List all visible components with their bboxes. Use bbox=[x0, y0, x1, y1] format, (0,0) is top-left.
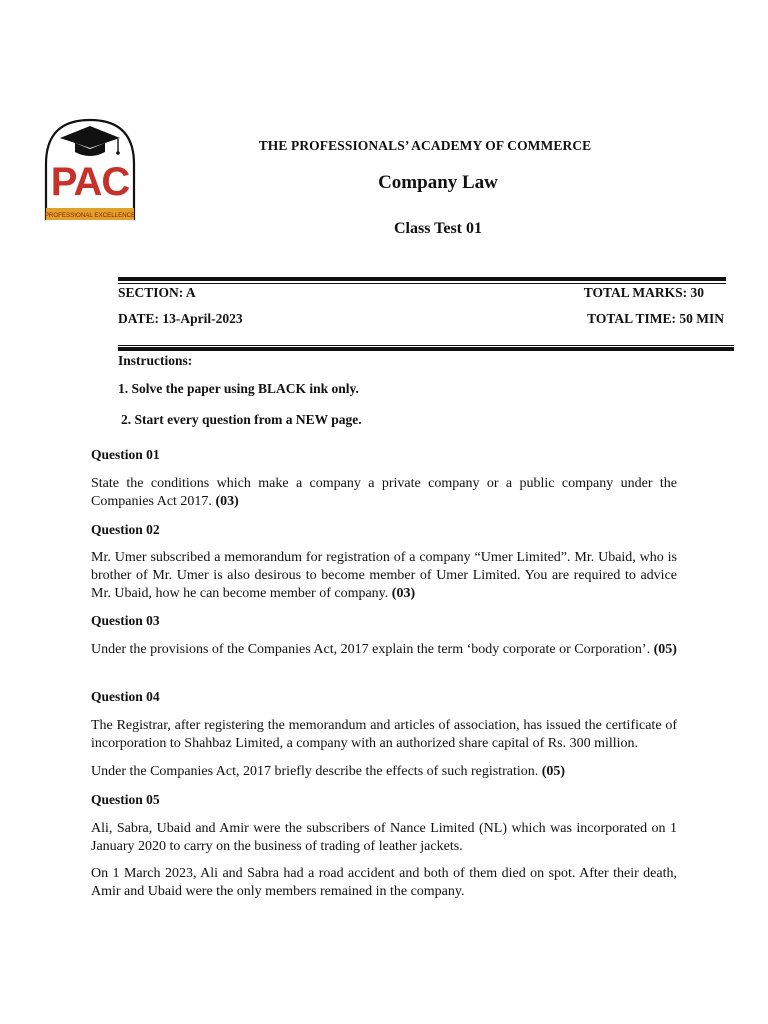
subject-title: Company Law bbox=[378, 172, 498, 193]
pac-logo bbox=[42, 116, 138, 222]
instruction-item: 2. Start every question from a NEW page. bbox=[121, 412, 362, 427]
instructions-title: Instructions: bbox=[118, 353, 193, 368]
question-title: Question 01 bbox=[91, 447, 160, 462]
question-title: Question 02 bbox=[91, 522, 160, 537]
divider-top-thin bbox=[118, 283, 726, 284]
svg-text:PROFESSIONAL EXCELLENCE: PROFESSIONAL EXCELLENCE bbox=[44, 212, 136, 219]
instruction-item: 1. Solve the paper using BLACK ink only. bbox=[118, 381, 359, 396]
divider-bottom-thin bbox=[118, 345, 734, 346]
question-text: Under the Companies Act, 2017 briefly describe the effects of such registration. (05) bbox=[91, 764, 566, 779]
question-text: State the conditions which make a company a private company or a public company under the Companies Act 2017. (03) bbox=[91, 476, 677, 509]
marks: (05) bbox=[541, 764, 566, 779]
total-marks-label: TOTAL MARKS: 30 bbox=[583, 285, 704, 300]
date-label: DATE: 13-April-2023 bbox=[118, 311, 243, 326]
question-text: On 1 March 2023, Ali and Sabra had a road accident and both of them died on spot. After their death, Amir and Ubaid were the only members remained in the company. bbox=[91, 866, 677, 899]
test-title: Class Test 01 bbox=[393, 220, 483, 237]
question-text: Mr. Umer subscribed a memorandum for registration of a company “Umer Limited”. Mr. Ubaid, who is brother of Mr. Umer is also desirous to become member of Umer Limited. You are required to advice Mr. Ubaid, how he can become member of company. (03) bbox=[91, 550, 677, 601]
question-text: The Registrar, after registering the memorandum and articles of association, has issued the certificate of incorporation to Shahbaz Limited, a company with an authorized share capital of Rs. 300 million. bbox=[91, 718, 677, 751]
question-title: Question 03 bbox=[91, 613, 160, 628]
divider-top bbox=[118, 277, 726, 281]
total-time-label: TOTAL TIME: 50 MIN bbox=[587, 311, 724, 326]
academy-name: THE PROFESSIONALS’ ACADEMY OF COMMERCE bbox=[258, 138, 592, 153]
svg-text:PAC: PAC bbox=[50, 160, 130, 204]
question-text: Ali, Sabra, Ubaid and Amir were the subscribers of Nance Limited (NL) which was incorporated on 1 January 2020 to carry on the business of trading of leather jackets. bbox=[91, 821, 677, 854]
divider-bottom bbox=[118, 347, 734, 351]
section-label: SECTION: A bbox=[118, 285, 196, 300]
question-title: Question 05 bbox=[91, 792, 160, 807]
question-text: Under the provisions of the Companies Act, 2017 explain the term ‘body corporate or Corporation’. (05) bbox=[91, 642, 677, 657]
question-title: Question 04 bbox=[91, 689, 160, 704]
marks: (05) bbox=[653, 642, 677, 657]
marks: (03) bbox=[391, 586, 416, 601]
marks: (03) bbox=[215, 494, 239, 509]
